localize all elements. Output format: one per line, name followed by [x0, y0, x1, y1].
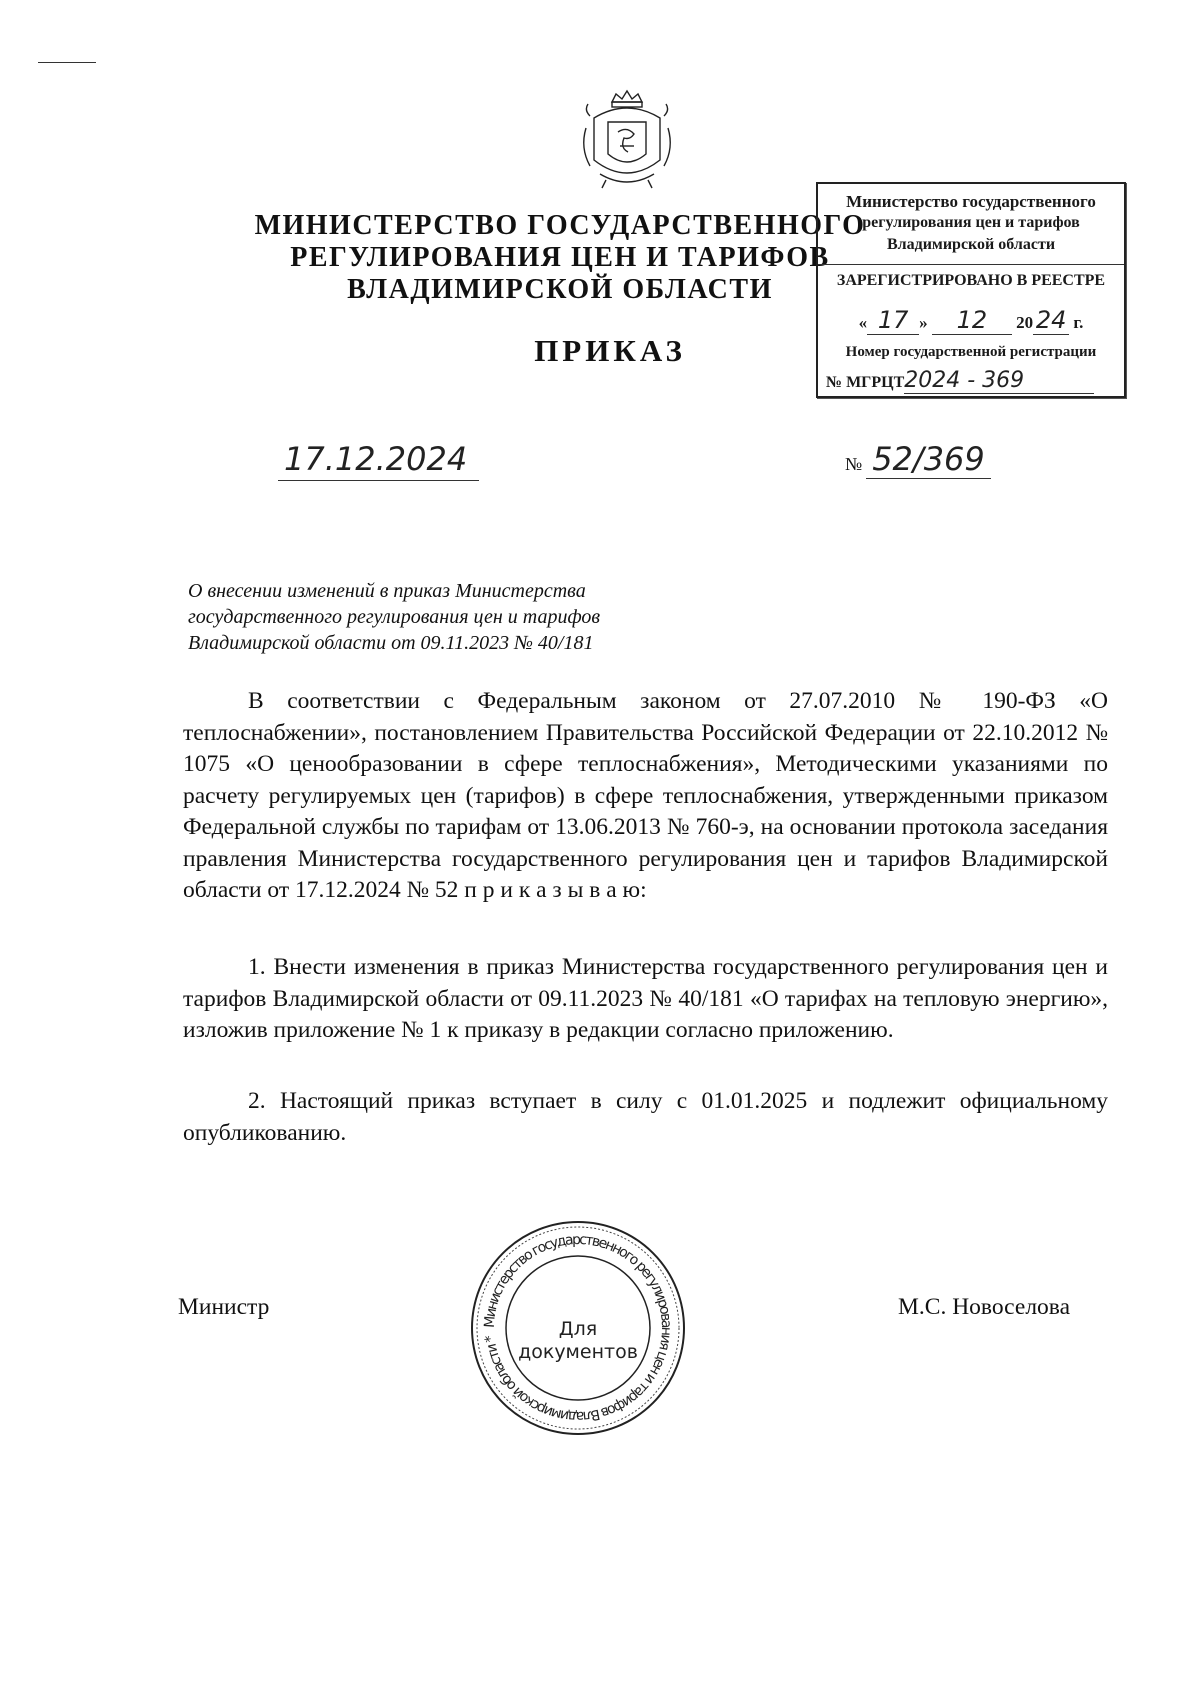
stamp-org-line-3: Владимирской области	[886, 236, 1056, 253]
signing-date: 17.12.2024	[278, 440, 479, 481]
subject-line-2: государственного регулирования цен и тарифов	[188, 606, 601, 628]
subject-line-1: О внесении изменений в приказ Министерства	[188, 580, 586, 602]
preamble-paragraph	[183, 686, 1108, 907]
stamp-registered-label: ЗАРЕГИСТРИРОВАНО В РЕЕСТРЕ	[836, 272, 1106, 289]
signatory-name: М.С. Новоселова	[898, 1294, 1071, 1320]
document-number-label: №	[845, 454, 863, 474]
stamp-reg-number-label: Номер государственной регистрации	[845, 344, 1097, 360]
document-number	[845, 440, 991, 478]
document-subject	[188, 578, 728, 656]
signatory-title: Министр	[178, 1294, 270, 1320]
stamp-org-line-2: регулирования цен и тарифов	[862, 214, 1080, 231]
subject-line-3: Владимирской области от 09.11.2023 № 40/181	[188, 632, 594, 654]
clause-1-paragraph	[183, 952, 1108, 1047]
stamp-reg-number-line	[826, 368, 1132, 394]
stamp-org-line-1: Министерство государственного	[846, 192, 1096, 211]
document-number-value: 52/369	[866, 440, 991, 479]
seal-center-line-2: документов	[518, 1341, 638, 1363]
stamp-day: 17	[867, 306, 919, 335]
seal-center-line-1: Для	[558, 1318, 598, 1340]
stamp-month: 12	[932, 306, 1012, 335]
stamp-year-prefix: 20	[1016, 313, 1034, 332]
seal-center-text	[518, 1318, 638, 1364]
stamp-reg-number: 2024 - 369	[904, 368, 1094, 394]
header-line-2: РЕГУЛИРОВАНИЯ ЦЕН И ТАРИФОВ	[290, 242, 830, 273]
clause-2-text: 2. Настоящий приказ вступает в силу с 01.01.2025 и подлежит официальному опубликованию.	[183, 1088, 1108, 1146]
stamp-reg-number-prefix: № МГРЦТ	[826, 374, 905, 391]
seal-ring-text: Министерство государственного регулирования цен и тарифов Владимирской области *	[481, 1231, 675, 1425]
stamp-year-suffix: 24	[1033, 306, 1069, 335]
document-type-title: ПРИКАЗ	[534, 333, 686, 368]
stamp-registration-date: « 17 » 12 20 24 г.	[858, 306, 1084, 334]
coat-of-arms-emblem	[572, 88, 682, 198]
header-line-1: МИНИСТЕРСТВО ГОСУДАРСТВЕННОГО	[254, 210, 866, 241]
stamp-year-unit: г.	[1073, 313, 1084, 332]
clause-2-paragraph	[183, 1086, 1108, 1149]
ministry-header	[250, 210, 870, 306]
registration-stamp	[816, 182, 1126, 398]
corner-mark-line	[38, 62, 96, 63]
preamble-text: В соответствии с Федеральным законом от 27.07.2010 № 190-ФЗ «О теплоснабжении», постановлением Правительства Российской Федерации от 22.10.2012 № 1075 «О ценообразовании в сфере теплоснабжения», Методическими указаниями по расчету регулируемых цен (тарифов) в сфере теплоснабжения, утвержденными приказом Федеральной службы по тарифам от 13.06.2013 № 760-э, на основании протокола заседания правления Министерства государственного регулирования цен и тарифов Владимирской области от 17.12.2024 № 52 п р и к а з ы в а ю:	[183, 688, 1108, 903]
clause-1-text: 1. Внести изменения в приказ Министерства государственного регулирования цен и тарифов Владимирской области от 09.11.2023 № 40/181 «О тарифах на тепловую энергию», изложив приложение № 1 к приказу в редакции согласно приложению.	[183, 954, 1108, 1043]
header-line-3: ВЛАДИМИРСКОЙ ОБЛАСТИ	[347, 274, 773, 305]
stamp-divider	[818, 264, 1124, 265]
